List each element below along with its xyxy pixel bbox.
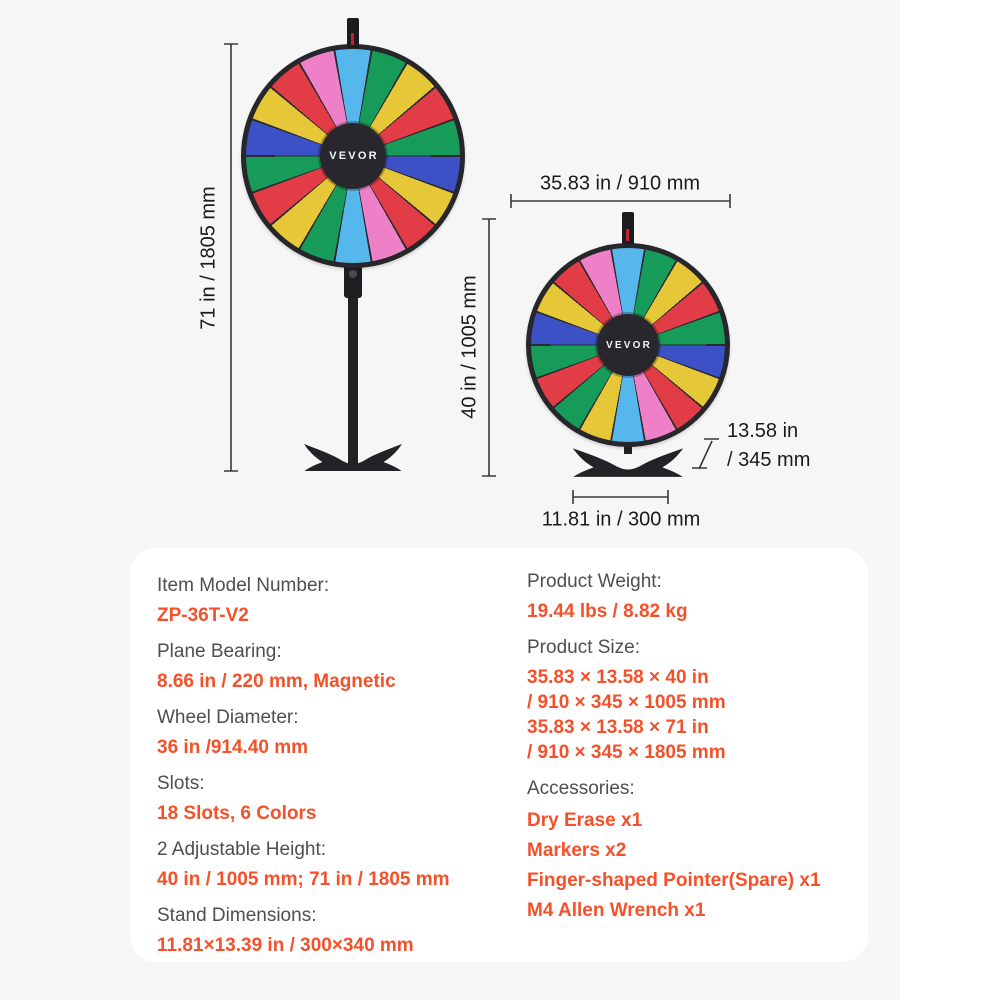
brand-logo: VEVOR <box>605 339 652 351</box>
spec-value: / 910 × 345 × 1805 mm <box>527 742 726 763</box>
spec-item-slots <box>157 772 450 826</box>
spec-value: ZP-36T-V2 <box>157 605 249 626</box>
spec-item-stand-dimensions <box>157 904 450 958</box>
floor-stand-base <box>298 441 408 473</box>
bracket-knob <box>349 270 357 278</box>
spec-label: Slots: <box>157 773 205 794</box>
spec-value: / 910 × 345 × 1005 mm <box>527 692 726 713</box>
spec-label: Product Size: <box>527 637 640 658</box>
base-depth-label <box>727 417 810 475</box>
wheel-pointer-tabletop <box>622 212 634 244</box>
spec-item-model-number <box>157 574 450 628</box>
spec-value: Finger-shaped Pointer(Spare) x1 <box>527 870 821 891</box>
spec-item-accessories <box>527 777 821 926</box>
spec-value: 35.83 × 13.58 × 71 in <box>527 717 709 738</box>
spec-value: 18 Slots, 6 Colors <box>157 803 317 824</box>
spec-value: 35.83 × 13.58 × 40 in <box>527 667 709 688</box>
spec-column-right <box>527 570 821 938</box>
spec-label: Product Weight: <box>527 571 662 592</box>
base-width-label: 11.81 in / 300 mm <box>541 508 701 531</box>
spec-label: Accessories: <box>527 778 635 799</box>
spec-item-product-weight <box>527 570 821 624</box>
base-depth-line1: 13.58 in <box>727 420 799 442</box>
spec-panel <box>130 548 868 962</box>
spec-value: 11.81×13.39 in / 300×340 mm <box>157 935 414 956</box>
brand-logo: VEVOR <box>329 150 379 162</box>
pointer-tip <box>626 229 629 241</box>
spec-item-adjustable-height <box>157 838 450 892</box>
spec-column-left <box>157 574 450 970</box>
spec-label: Item Model Number: <box>157 575 330 596</box>
spec-label: Plane Bearing: <box>157 641 282 662</box>
spec-value: Markers x2 <box>527 840 627 861</box>
spec-label: 2 Adjustable Height: <box>157 839 327 860</box>
wheel-pointer-floor <box>347 18 359 48</box>
spec-label: Wheel Diameter: <box>157 707 299 728</box>
wheel-width-label: 35.83 in / 910 mm <box>539 172 701 195</box>
spec-item-product-size <box>527 636 821 765</box>
spec-value: 36 in /914.40 mm <box>157 737 309 758</box>
wheel-hub-floor <box>320 123 386 189</box>
spec-value: 8.66 in / 220 mm, Magnetic <box>157 671 396 692</box>
spec-item-plane-bearing <box>157 640 450 694</box>
spec-value: 40 in / 1005 mm; 71 in / 1805 mm <box>157 869 450 890</box>
tabletop-height-label: 40 in / 1005 mm <box>458 275 481 419</box>
wheel-hub-tabletop <box>597 314 659 376</box>
spec-value: M4 Allen Wrench x1 <box>527 900 706 921</box>
spec-item-wheel-diameter <box>157 706 450 760</box>
floor-height-label: 71 in / 1805 mm <box>197 186 220 330</box>
spec-value: Dry Erase x1 <box>527 810 643 831</box>
spec-value: 19.44 lbs / 8.82 kg <box>527 601 688 622</box>
spec-label: Stand Dimensions: <box>157 905 317 926</box>
base-depth-line2: / 345 mm <box>727 449 811 471</box>
pointer-tip <box>351 33 354 45</box>
tabletop-stand-base <box>566 445 690 479</box>
